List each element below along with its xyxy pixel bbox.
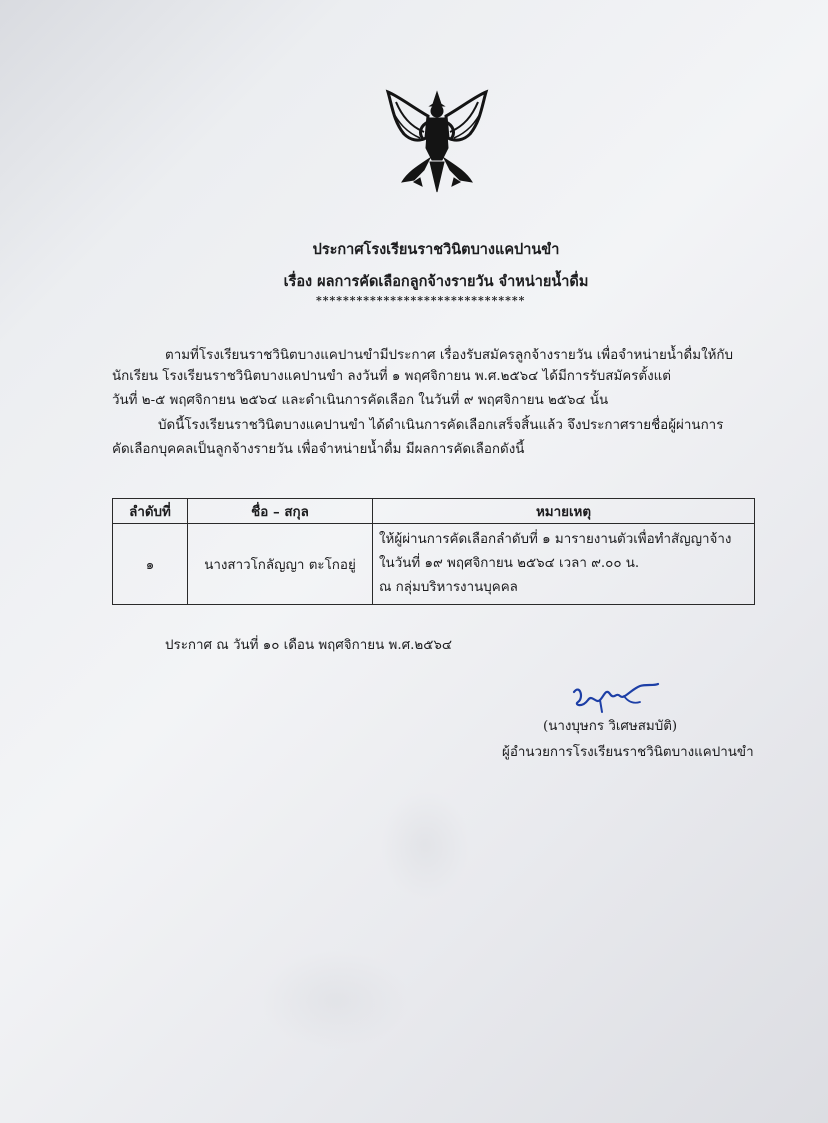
paragraph-2-line-2: คัดเลือกบุคคลเป็นลูกจ้างรายวัน เพื่อจำหน่ายน้ำดื่ม มีผลการคัดเลือกดังนี้ [112,442,525,457]
signatory-position: ผู้อำนวยการโรงเรียนราชวินิตบางแคปานขำ [502,745,754,760]
header-name: ชื่อ – สกุล [188,499,373,524]
announce-date: ประกาศ ณ วันที่ ๑๐ เดือน พฤศจิกายน พ.ศ.๒๕๖๔ [165,638,452,653]
note-line-2: ในวันที่ ๑๙ พฤศจิกายน ๒๕๖๔ เวลา ๙.๐๐ น. [379,556,640,571]
paragraph-1-line-2: นักเรียน โรงเรียนราชวินิตบางแคปานขำ ลงวันที่ ๑ พฤศจิกายน พ.ศ.๒๕๖๔ ได้มีการรับสมัครตั้งแต่ [112,369,671,384]
handwritten-signature-icon [570,678,662,714]
signatory-name: (นางบุษกร วิเศษสมบัติ) [543,719,678,734]
announcement-title: ประกาศโรงเรียนราชวินิตบางแคปานขำ [312,241,560,258]
header-order: ลำดับที่ [113,499,188,524]
paragraph-1-line-3: วันที่ ๒-๕ พฤศจิกายน ๒๕๖๔ และดำเนินการคัดเลือก ในวันที่ ๙ พฤศจิกายน ๒๕๖๔ นั้น [112,393,609,408]
paper-crease [380,790,470,900]
selection-results-table [112,498,755,605]
cell-note [373,524,755,605]
paragraph-1-line-1: ตามที่โรงเรียนราชวินิตบางแคปานขำมีประกาศ เรื่องรับสมัครลูกจ้างรายวัน เพื่อจำหน่ายน้ำดื่มให้กับ [165,348,734,363]
paper-crease [260,950,410,1050]
header-note: หมายเหตุ [373,499,755,524]
announcement-subject: เรื่อง ผลการคัดเลือกลูกจ้างรายวัน จำหน่ายน้ำดื่ม [283,273,589,290]
cell-order: ๑ [113,524,188,605]
note-line-1: ให้ผู้ผ่านการคัดเลือกลำดับที่ ๑ มารายงานตัวเพื่อทำสัญญาจ้าง [379,532,732,547]
garuda-emblem-icon [384,86,490,198]
note-line-3: ณ กลุ่มบริหารงานบุคคล [379,580,518,595]
header-separator: ******************************* [316,294,526,307]
cell-name: นางสาวโกลัญญา ตะโกอยู่ [188,524,373,605]
paragraph-2-line-1: บัดนี้โรงเรียนราชวินิตบางแคปานขำ ได้ดำเนินการคัดเลือกเสร็จสิ้นแล้ว จึงประกาศรายชื่อผู้ผ่านการ [158,418,724,433]
table-row [113,524,755,605]
table-header-row [113,499,755,524]
